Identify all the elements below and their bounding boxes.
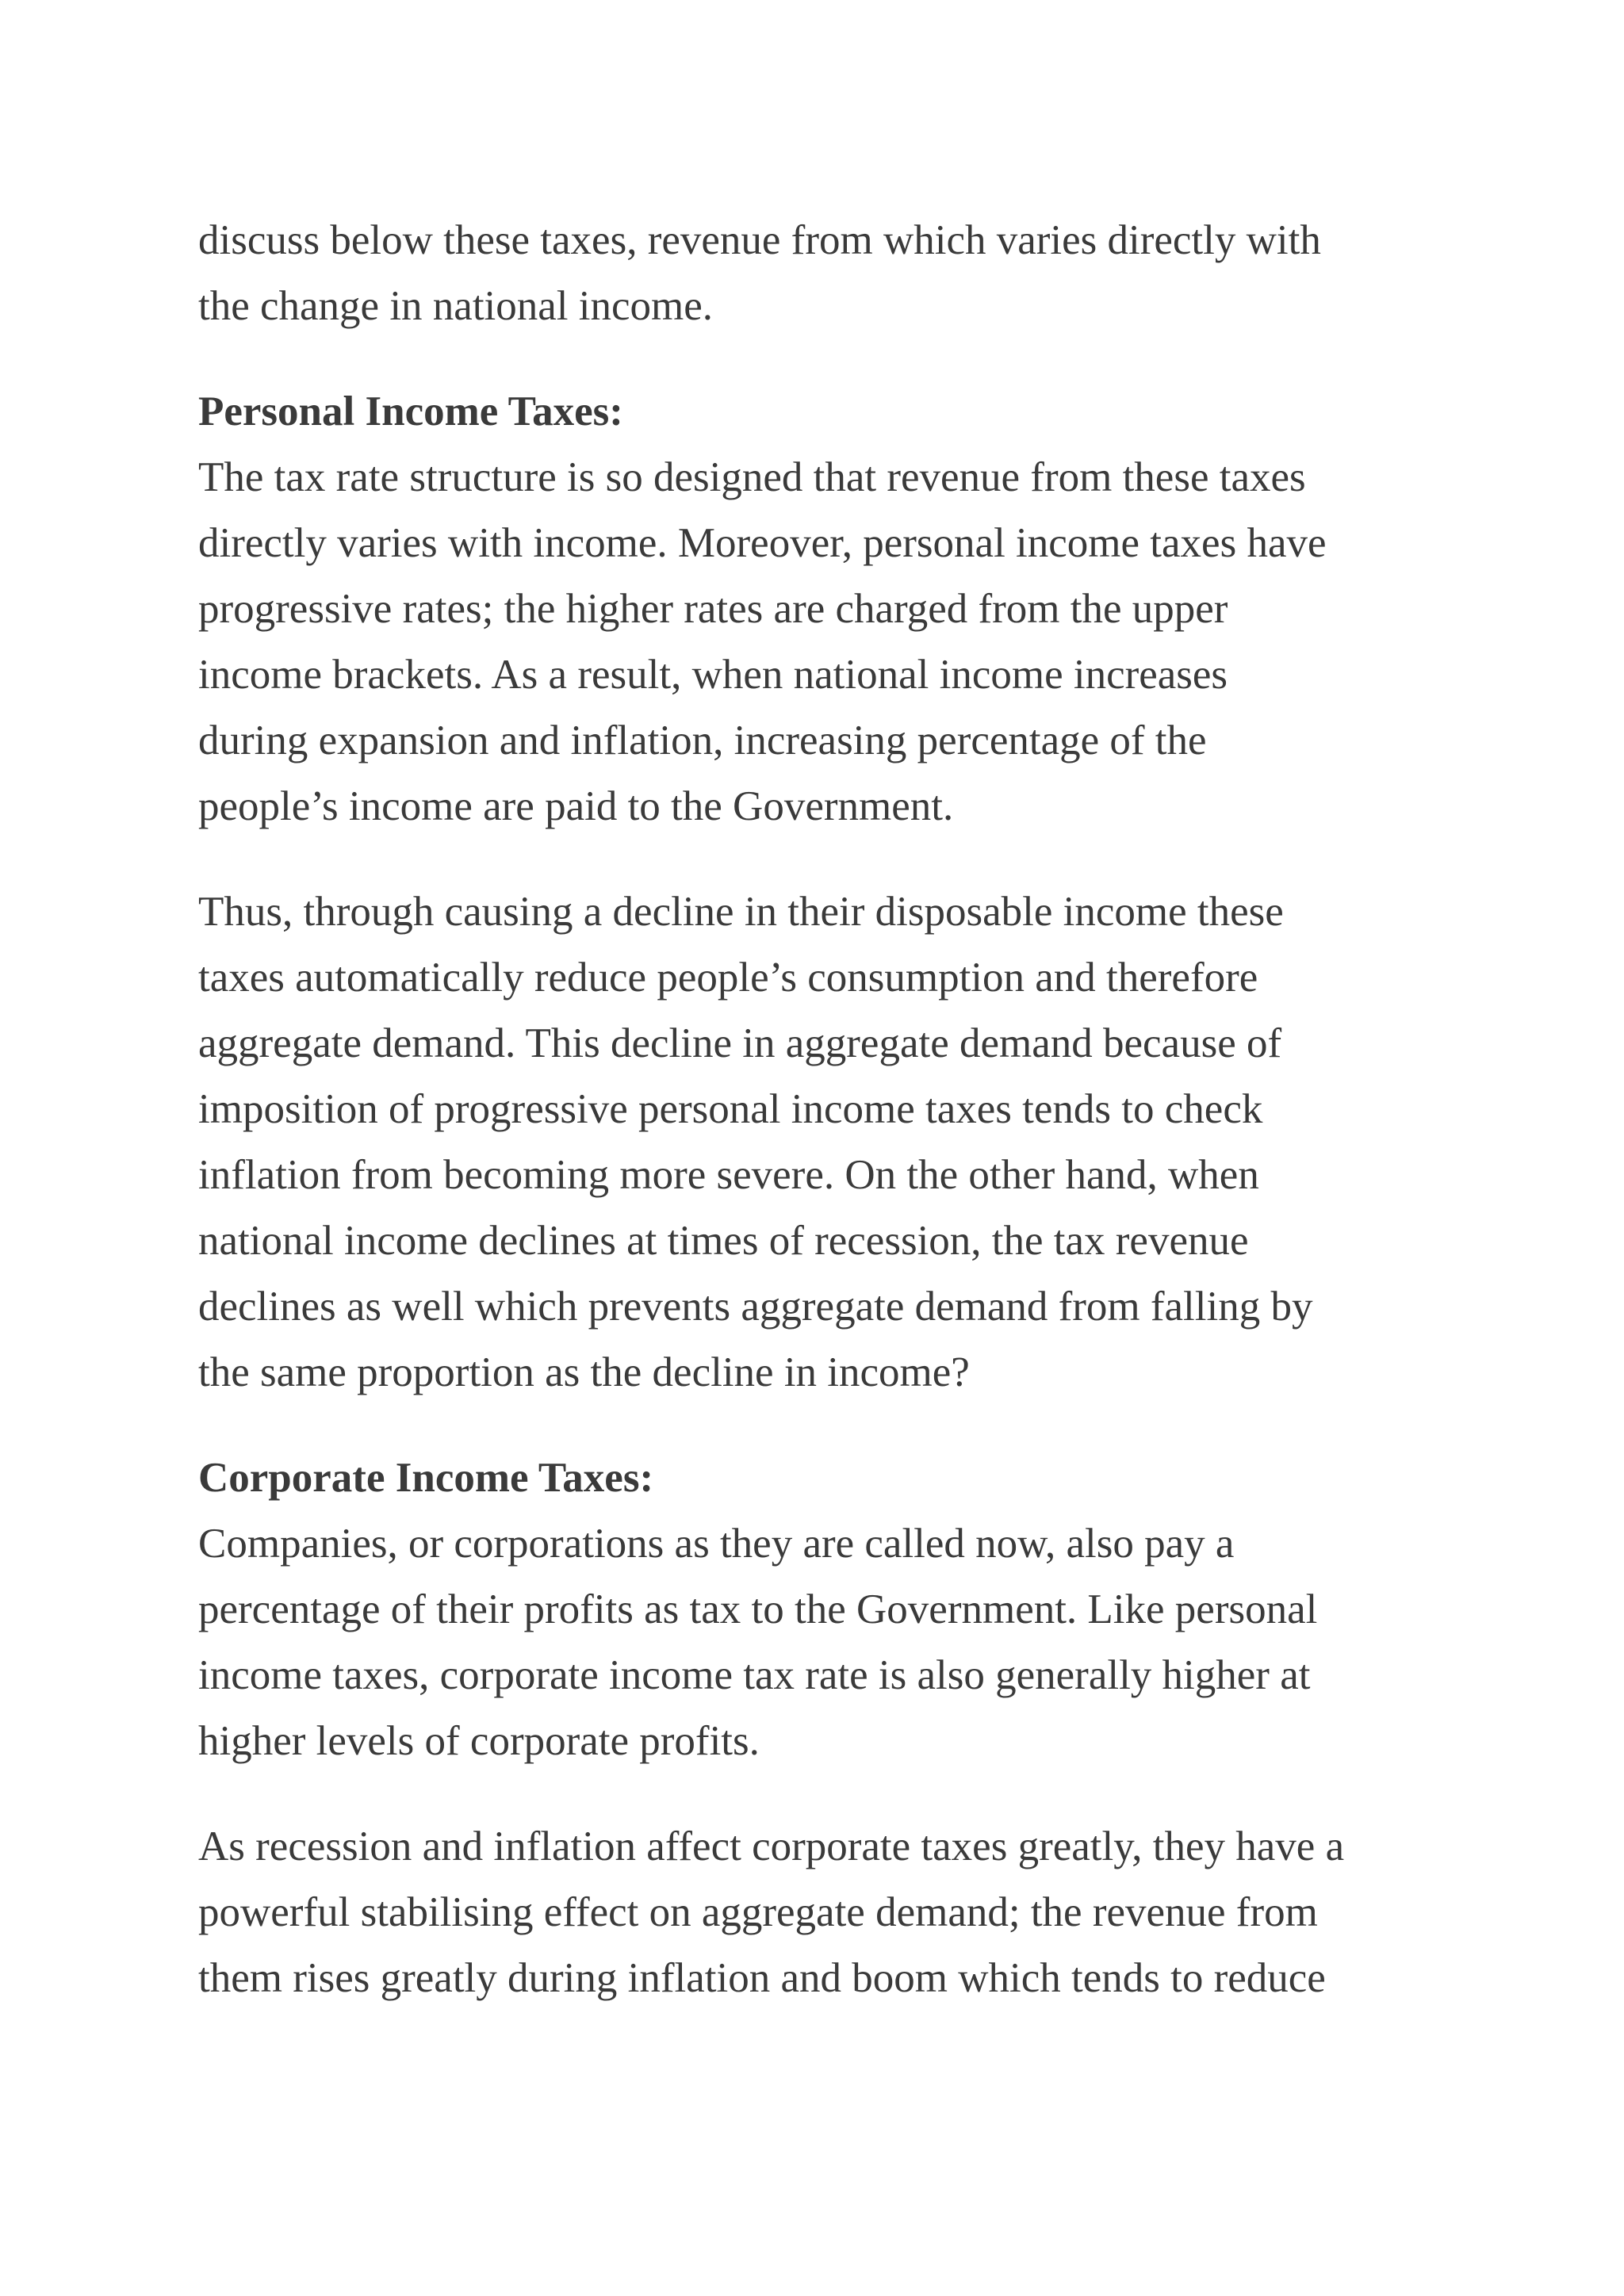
text-line: them rises greatly during inflation and boom which tends to reduce (198, 1955, 1326, 2001)
text-line: people’s income are paid to the Government. (198, 783, 954, 829)
text-line: Companies, or corporations as they are called now, also pay a (198, 1521, 1235, 1567)
text-line: aggregate demand. This decline in aggregate demand because of (198, 1020, 1282, 1066)
text-line: the same proportion as the decline in income? (198, 1349, 970, 1395)
text-line: Thus, through causing a decline in their disposable income these (198, 889, 1284, 935)
paragraph-disposable-income (198, 879, 1483, 1406)
text-line: The tax rate structure is so designed that revenue from these taxes (198, 454, 1306, 500)
text-line: income taxes, corporate income tax rate is also generally higher at (198, 1652, 1311, 1698)
text-line: declines as well which prevents aggregate demand from falling by (198, 1284, 1313, 1330)
text-line: higher levels of corporate profits. (198, 1718, 760, 1764)
text-line: national income declines at times of recession, the tax revenue (198, 1218, 1249, 1264)
text-line: income brackets. As a result, when national income increases (198, 652, 1228, 698)
text-line: taxes automatically reduce people’s consumption and therefore (198, 955, 1258, 1001)
heading-personal-income-taxes: Personal Income Taxes: (198, 388, 623, 434)
text-line: imposition of progressive personal income taxes tends to check (198, 1086, 1263, 1132)
paragraph-corporate-income-taxes (198, 1511, 1483, 1774)
paragraph-intro (198, 208, 1483, 339)
text-line: during expansion and inflation, increasing percentage of the (198, 718, 1207, 763)
text-line: discuss below these taxes, revenue from which varies directly with (198, 217, 1321, 263)
text-line: As recession and inflation affect corporate taxes greatly, they have a (198, 1823, 1345, 1869)
text-line: progressive rates; the higher rates are charged from the upper (198, 586, 1228, 632)
paragraph-stabilising-effect (198, 1814, 1483, 2011)
heading-corporate-income-taxes: Corporate Income Taxes: (198, 1455, 654, 1501)
text-line: inflation from becoming more severe. On the other hand, when (198, 1152, 1259, 1198)
document-page (198, 208, 1483, 2051)
text-line: powerful stabilising effect on aggregate demand; the revenue from (198, 1889, 1318, 1935)
text-line: directly varies with income. Moreover, personal income taxes have (198, 520, 1327, 566)
text-line: the change in national income. (198, 283, 714, 329)
paragraph-personal-income-taxes (198, 445, 1483, 840)
text-line: percentage of their profits as tax to the Government. Like personal (198, 1586, 1318, 1632)
